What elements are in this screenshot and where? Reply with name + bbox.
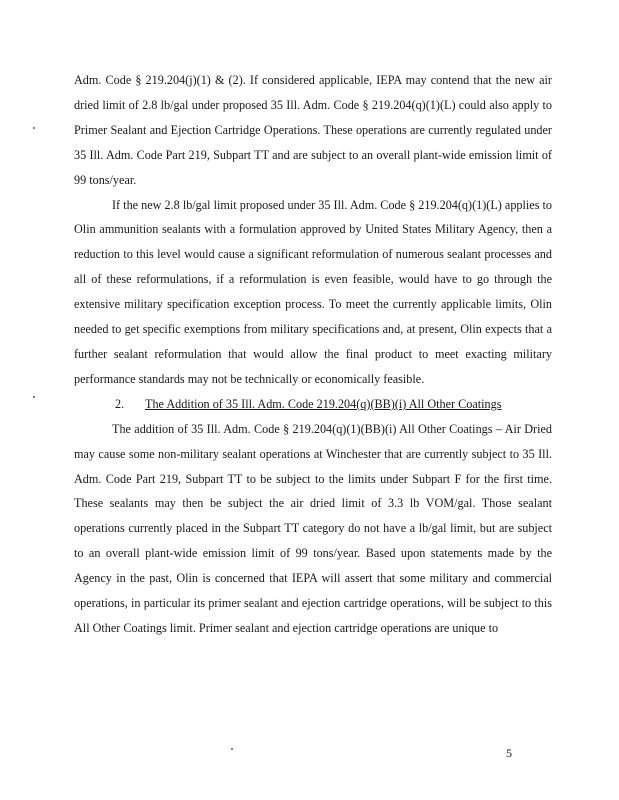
section-number: 2. bbox=[115, 396, 125, 411]
section-heading bbox=[74, 392, 552, 417]
page-number: 5 bbox=[506, 746, 512, 760]
paragraph-sealant-limit: If the new 2.8 lb/gal limit proposed under 35 Ill. Adm. Code § 219.204(q)(1)(L) applies to Olin ammunition sealants with a formulation approved by United States Military Agency, then a reduction to this level would cause a significant reformulation of numerous sealant processes and all of these reformulations, if a reformulation is even feasible, would have to go through the extensive military specification exception process. To meet the currently applicable limits, Olin needed to get specific exemptions from military specifications and, at present, Olin expects that a further sealant reformulation that would allow the final product to meet exacting military performance standards may not be technically or economically feasible. bbox=[74, 197, 552, 386]
scan-speck bbox=[33, 127, 35, 129]
paragraph-continuation: Adm. Code § 219.204(j)(1) & (2). If considered applicable, IEPA may contend that the new air dried limit of 2.8 lb/gal under proposed 35 Ill. Adm. Code § 219.204(q)(1)(L) could also apply to Primer Sealant and Ejection Cartridge Operations. These operations are currently regulated under 35 Ill. Adm. Code Part 219, Subpart TT and are subject to an overall plant-wide emission limit of 99 tons/year. bbox=[74, 73, 552, 187]
section-title: The Addition of 35 Ill. Adm. Code 219.204(q)(BB)(i) All Other Coatings bbox=[145, 396, 502, 411]
body-text bbox=[74, 68, 552, 641]
scan-speck bbox=[231, 748, 233, 750]
paragraph-all-other-coatings: The addition of 35 Ill. Adm. Code § 219.204(q)(1)(BB)(i) All Other Coatings – Air Dried may cause some non-military sealant operations at Winchester that are currently subject to 35 Ill. Adm. Code Part 219, Subpart TT to be subject to the limits under Subpart F for the first time. These sealants may then be subject the air dried limit of 3.3 lb VOM/gal. Those sealant operations currently placed in the Subpart TT category do not have a lb/gal limit, but are subject to an overall plant-wide emission limit of 99 tons/year. Based upon statements made by the Agency in the past, Olin is concerned that IEPA will assert that some military and commercial operations, in particular its primer sealant and ejection cartridge operations, will be subject to this All Other Coatings limit. Primer sealant and ejection cartridge operations are unique to bbox=[74, 421, 552, 635]
scan-speck bbox=[33, 396, 35, 398]
